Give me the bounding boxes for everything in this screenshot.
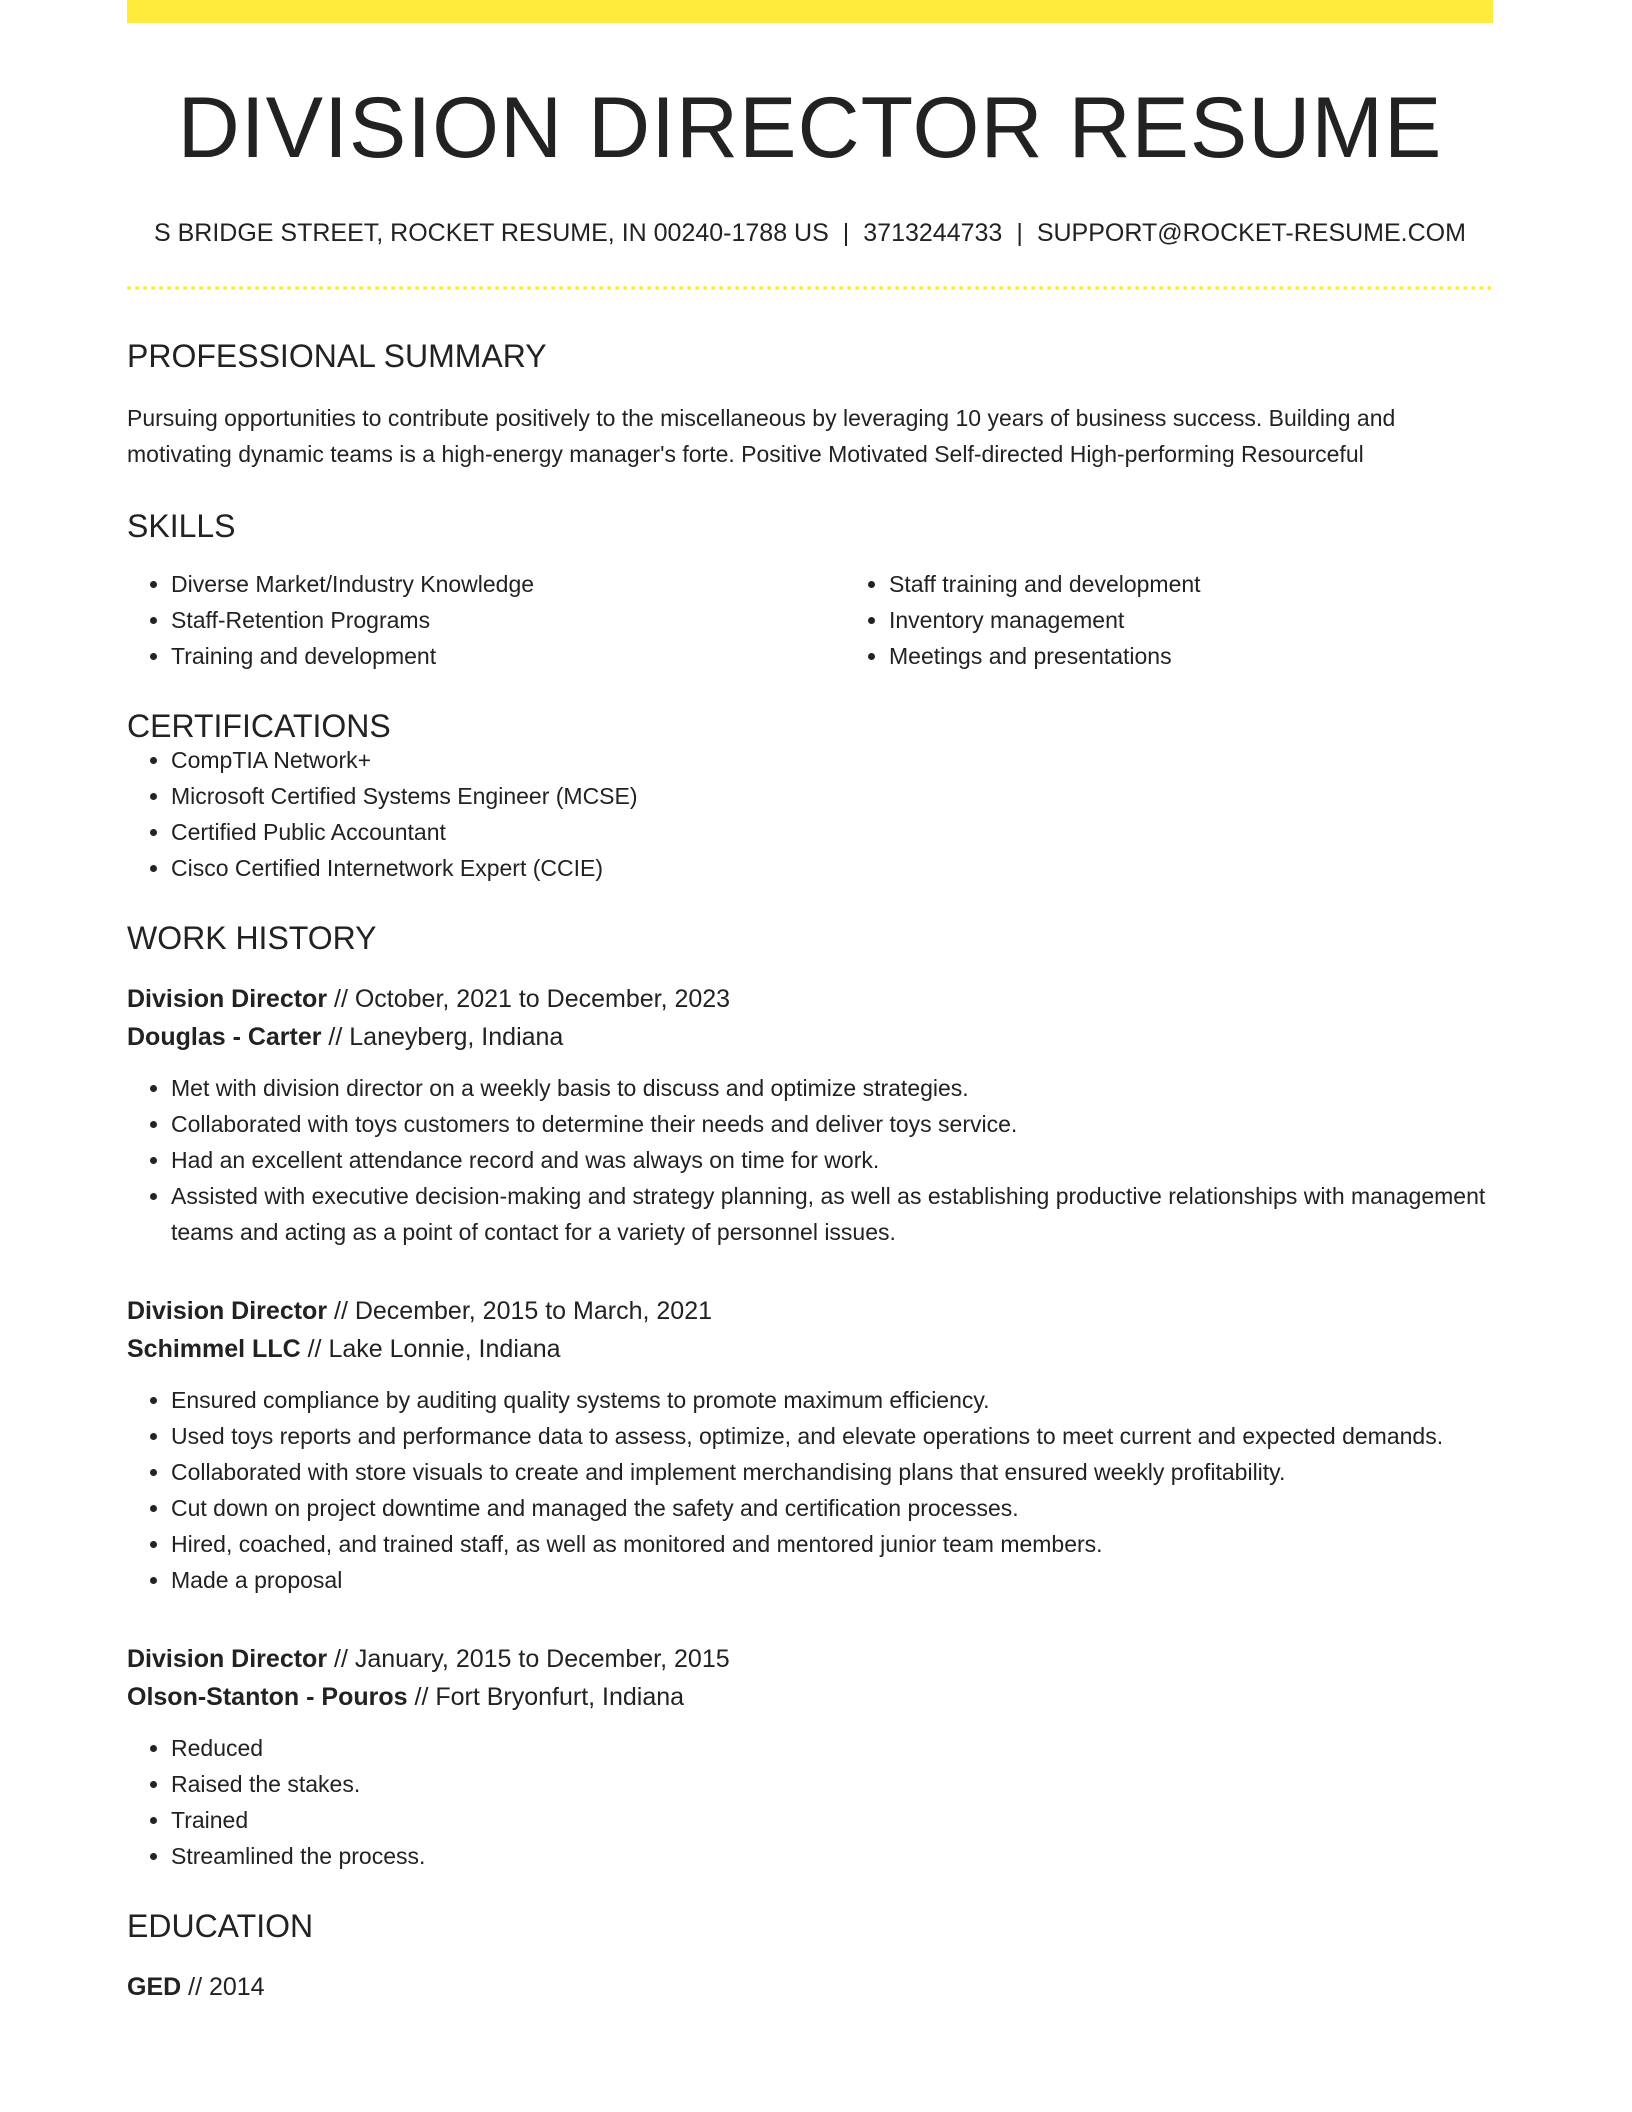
job-entry <box>127 980 1493 1250</box>
job-title: Division Director <box>127 985 328 1013</box>
job-title: Division Director <box>127 1645 328 1673</box>
job-company: Schimmel LLC <box>127 1335 301 1363</box>
job-dates: // January, 2015 to December, 2015 <box>327 1645 730 1673</box>
accent-bar <box>127 0 1493 23</box>
job-bullet: • Assisted with executive decision-making and strategy planning, as well as establishing productive relationships with management teams and acting as a point of contact for a variety of personnel issues. <box>171 1178 1493 1250</box>
job-bullet: • Had an excellent attendance record and was always on time for work. <box>171 1142 1493 1178</box>
job-entry <box>127 1640 1493 1874</box>
education-section <box>127 1910 1493 2006</box>
job-bullet: • Collaborated with store visuals to create and implement merchandising plans that ensured weekly profitability. <box>171 1454 1493 1490</box>
skill-item: • Staff training and development <box>889 566 1563 602</box>
skill-item: • Meetings and presentations <box>889 638 1563 674</box>
job-dates: // October, 2021 to December, 2023 <box>327 985 731 1013</box>
summary-section <box>127 340 1493 472</box>
education-entry <box>127 1968 1493 2006</box>
job-bullets <box>127 1070 1493 1250</box>
job-bullet: • Met with division director on a weekly basis to discuss and optimize strategies. <box>171 1070 1493 1106</box>
job-title-line <box>127 1292 1493 1330</box>
job-bullets <box>127 1382 1493 1598</box>
job-bullet: • Reduced <box>171 1730 1493 1766</box>
job-location: // Fort Bryonfurt, Indiana <box>407 1683 685 1711</box>
skill-item: • Diverse Market/Industry Knowledge <box>171 566 845 602</box>
job-bullet: • Ensured compliance by auditing quality systems to promote maximum efficiency. <box>171 1382 1493 1418</box>
job-bullet: • Used toys reports and performance data to assess, optimize, and elevate operations to meet current and expected demands. <box>171 1418 1493 1454</box>
job-company-line <box>127 1018 1493 1056</box>
contact-separator: | <box>842 219 850 247</box>
job-title-line <box>127 1640 1493 1678</box>
skill-item: • Staff-Retention Programs <box>171 602 845 638</box>
resume-page <box>127 0 1493 2006</box>
certification-item: • Certified Public Accountant <box>171 814 1493 850</box>
certifications-section <box>127 710 1493 886</box>
skills-section <box>127 510 1493 674</box>
job-bullet: • Hired, coached, and trained staff, as well as monitored and mentored junior team members. <box>171 1526 1493 1562</box>
certification-item: • CompTIA Network+ <box>171 742 1493 778</box>
contact-line <box>127 221 1493 246</box>
contact-email: SUPPORT@ROCKET-RESUME.COM <box>1036 219 1466 247</box>
job-bullet: • Made a proposal <box>171 1562 1493 1598</box>
skill-item: • Training and development <box>171 638 845 674</box>
education-year: // 2014 <box>181 1973 265 2001</box>
job-company: Olson-Stanton - Pouros <box>127 1683 408 1711</box>
contact-phone: 3713244733 <box>863 219 1003 247</box>
section-heading-skills: SKILLS <box>127 508 236 544</box>
certifications-list <box>127 742 1493 886</box>
summary-text: Pursuing opportunities to contribute positively to the miscellaneous by leveraging 10 years of business success. Building and motivating dynamic teams is a high-energy manager's forte. Positive Motivated Self-directed High-performing Resourceful <box>127 405 1396 467</box>
job-dates: // December, 2015 to March, 2021 <box>327 1297 712 1325</box>
work-history-section <box>127 922 1493 1874</box>
section-heading-summary: PROFESSIONAL SUMMARY <box>127 338 547 374</box>
contact-address: S BRIDGE STREET, ROCKET RESUME, IN 00240-1788 US <box>154 219 829 247</box>
skills-list-right <box>845 566 1563 674</box>
job-bullets <box>127 1730 1493 1874</box>
certification-item: • Microsoft Certified Systems Engineer (MCSE) <box>171 778 1493 814</box>
section-heading-education: EDUCATION <box>127 1908 314 1944</box>
job-bullet: • Raised the stakes. <box>171 1766 1493 1802</box>
job-entry <box>127 1292 1493 1598</box>
job-bullet: • Streamlined the process. <box>171 1838 1493 1874</box>
job-bullet: • Trained <box>171 1802 1493 1838</box>
job-bullet: • Cut down on project downtime and managed the safety and certification processes. <box>171 1490 1493 1526</box>
job-company: Douglas - Carter <box>127 1023 322 1051</box>
section-heading-certifications: CERTIFICATIONS <box>127 708 391 744</box>
skills-list-left <box>127 566 845 674</box>
skills-grid <box>127 566 1493 674</box>
skill-item: • Inventory management <box>889 602 1563 638</box>
job-bullet: • Collaborated with toys customers to determine their needs and deliver toys service. <box>171 1106 1493 1142</box>
dotted-divider <box>127 286 1493 290</box>
job-title-line <box>127 980 1493 1018</box>
job-company-line <box>127 1330 1493 1368</box>
job-location: // Lake Lonnie, Indiana <box>300 1335 561 1363</box>
job-company-line <box>127 1678 1493 1716</box>
page-title: DIVISION DIRECTOR RESUME <box>177 80 1443 176</box>
education-degree: GED <box>127 1973 182 2001</box>
contact-separator: | <box>1016 219 1023 247</box>
certification-item: • Cisco Certified Internetwork Expert (CCIE) <box>171 850 1493 886</box>
job-location: // Laneyberg, Indiana <box>321 1023 564 1051</box>
section-heading-work-history: WORK HISTORY <box>127 920 377 956</box>
job-title: Division Director <box>127 1297 328 1325</box>
